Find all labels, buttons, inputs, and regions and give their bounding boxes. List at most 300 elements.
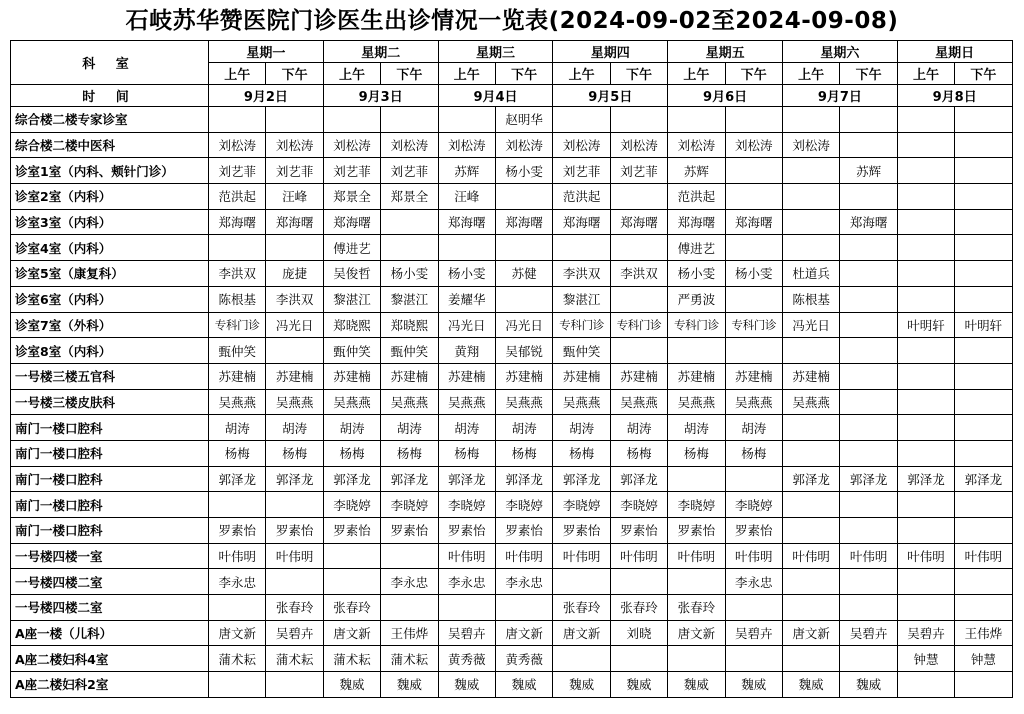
- doctor-cell: 杨小雯: [668, 261, 725, 287]
- doctor-cell: 冯光日: [782, 312, 839, 338]
- doctor-cell: 郭泽龙: [782, 466, 839, 492]
- doctor-cell: [553, 235, 610, 261]
- doctor-cell: [897, 209, 954, 235]
- table-row: [11, 261, 1013, 287]
- doctor-cell: 杨梅: [725, 440, 782, 466]
- doctor-cell: [782, 235, 839, 261]
- doctor-cell: [553, 646, 610, 672]
- doctor-cell: 傅进艺: [323, 235, 380, 261]
- doctor-cell: 叶明轩: [897, 312, 954, 338]
- doctor-cell: 李晓婷: [668, 492, 725, 518]
- doctor-cell: 杨梅: [209, 440, 266, 466]
- dept-name: 综合楼二楼中医科: [11, 132, 209, 158]
- table-row: [11, 620, 1013, 646]
- doctor-cell: [955, 132, 1012, 158]
- doctor-cell: [438, 107, 495, 133]
- doctor-cell: [955, 389, 1012, 415]
- doctor-cell: 苏辉: [438, 158, 495, 184]
- doctor-cell: [897, 672, 954, 698]
- doctor-cell: 叶伟明: [782, 543, 839, 569]
- doctor-cell: [209, 492, 266, 518]
- doctor-cell: 苏建楠: [323, 363, 380, 389]
- doctor-cell: 郭泽龙: [495, 466, 552, 492]
- doctor-cell: 郭泽龙: [438, 466, 495, 492]
- doctor-cell: 苏建楠: [495, 363, 552, 389]
- am-header: 上午: [897, 63, 954, 85]
- doctor-cell: 李永忠: [438, 569, 495, 595]
- doctor-cell: 罗素怡: [323, 518, 380, 544]
- table-row: [11, 440, 1013, 466]
- doctor-cell: 严勇波: [668, 286, 725, 312]
- doctor-cell: 胡涛: [266, 415, 323, 441]
- date-header: 9月6日: [668, 85, 783, 107]
- doctor-cell: [955, 415, 1012, 441]
- doctor-cell: [897, 492, 954, 518]
- doctor-cell: 苏建楠: [725, 363, 782, 389]
- dept-header: 科 室: [11, 41, 209, 85]
- doctor-cell: [840, 595, 897, 621]
- doctor-cell: [840, 235, 897, 261]
- doctor-cell: [897, 338, 954, 364]
- doctor-cell: [553, 569, 610, 595]
- doctor-cell: 李洪双: [266, 286, 323, 312]
- doctor-cell: 专科门诊: [209, 312, 266, 338]
- doctor-cell: [955, 209, 1012, 235]
- doctor-cell: 杨梅: [668, 440, 725, 466]
- table-row: [11, 286, 1013, 312]
- dept-name: 一号楼四楼二室: [11, 569, 209, 595]
- table-row: [11, 466, 1013, 492]
- doctor-cell: [840, 389, 897, 415]
- doctor-cell: 胡涛: [209, 415, 266, 441]
- doctor-cell: 郑海曙: [266, 209, 323, 235]
- doctor-cell: [782, 569, 839, 595]
- doctor-cell: 刘晓: [610, 620, 667, 646]
- doctor-cell: 甄仲笑: [381, 338, 438, 364]
- doctor-cell: 叶伟明: [495, 543, 552, 569]
- doctor-cell: 郑海曙: [725, 209, 782, 235]
- table-row: [11, 389, 1013, 415]
- doctor-cell: 甄仲笑: [553, 338, 610, 364]
- doctor-cell: 吴燕燕: [381, 389, 438, 415]
- doctor-cell: 叶伟明: [955, 543, 1012, 569]
- doctor-cell: 张春玲: [610, 595, 667, 621]
- doctor-cell: [840, 132, 897, 158]
- table-row: [11, 158, 1013, 184]
- table-row: [11, 518, 1013, 544]
- doctor-cell: 钟慧: [955, 646, 1012, 672]
- doctor-cell: 吴燕燕: [553, 389, 610, 415]
- dept-name: 诊室6室（内科）: [11, 286, 209, 312]
- doctor-cell: [840, 518, 897, 544]
- dept-name: 诊室4室（内科）: [11, 235, 209, 261]
- doctor-cell: [897, 286, 954, 312]
- doctor-cell: [438, 235, 495, 261]
- doctor-cell: [955, 440, 1012, 466]
- doctor-cell: [266, 107, 323, 133]
- doctor-cell: 叶伟明: [897, 543, 954, 569]
- doctor-cell: 汪峰: [266, 184, 323, 210]
- doctor-cell: [782, 440, 839, 466]
- doctor-cell: 王伟烨: [381, 620, 438, 646]
- doctor-cell: 罗素怡: [381, 518, 438, 544]
- doctor-cell: 魏威: [323, 672, 380, 698]
- doctor-cell: [840, 569, 897, 595]
- doctor-cell: 杨梅: [438, 440, 495, 466]
- dept-name: 综合楼二楼专家诊室: [11, 107, 209, 133]
- doctor-cell: [381, 107, 438, 133]
- doctor-cell: 甄仲笑: [323, 338, 380, 364]
- doctor-cell: 庞捷: [266, 261, 323, 287]
- doctor-cell: [610, 184, 667, 210]
- doctor-cell: [725, 646, 782, 672]
- doctor-cell: 李永忠: [725, 569, 782, 595]
- doctor-cell: 郭泽龙: [266, 466, 323, 492]
- doctor-cell: 张春玲: [668, 595, 725, 621]
- doctor-cell: [610, 107, 667, 133]
- doctor-cell: 刘艺菲: [209, 158, 266, 184]
- doctor-cell: 吴碧卉: [897, 620, 954, 646]
- dept-name: 南门一楼口腔科: [11, 492, 209, 518]
- dept-name: 诊室3室（内科）: [11, 209, 209, 235]
- doctor-cell: 张春玲: [323, 595, 380, 621]
- doctor-cell: 李永忠: [381, 569, 438, 595]
- doctor-cell: [897, 595, 954, 621]
- doctor-cell: 叶伟明: [209, 543, 266, 569]
- doctor-cell: [897, 363, 954, 389]
- doctor-cell: [668, 338, 725, 364]
- doctor-cell: [495, 235, 552, 261]
- doctor-cell: [725, 235, 782, 261]
- doctor-cell: 姜耀华: [438, 286, 495, 312]
- doctor-cell: 傅进艺: [668, 235, 725, 261]
- doctor-cell: 专科门诊: [668, 312, 725, 338]
- doctor-cell: 郑海曙: [668, 209, 725, 235]
- pm-header: 下午: [381, 63, 438, 85]
- doctor-cell: 胡涛: [381, 415, 438, 441]
- doctor-cell: 胡涛: [495, 415, 552, 441]
- doctor-cell: 刘艺菲: [553, 158, 610, 184]
- day-header: 星期三: [438, 41, 553, 63]
- doctor-cell: 王伟烨: [955, 620, 1012, 646]
- doctor-cell: [840, 107, 897, 133]
- doctor-cell: 甄仲笑: [209, 338, 266, 364]
- schedule-table: [10, 40, 1013, 698]
- doctor-cell: 吴碧卉: [725, 620, 782, 646]
- doctor-cell: [782, 209, 839, 235]
- doctor-cell: 李晓婷: [495, 492, 552, 518]
- doctor-cell: 范洪起: [668, 184, 725, 210]
- doctor-cell: [955, 261, 1012, 287]
- doctor-cell: [381, 235, 438, 261]
- doctor-cell: [897, 184, 954, 210]
- doctor-cell: 李晓婷: [438, 492, 495, 518]
- doctor-cell: 郑海曙: [495, 209, 552, 235]
- table-row: [11, 415, 1013, 441]
- doctor-cell: 李晓婷: [610, 492, 667, 518]
- doctor-cell: 专科门诊: [553, 312, 610, 338]
- doctor-cell: [840, 440, 897, 466]
- dept-name: 诊室1室（内科、颊针门诊）: [11, 158, 209, 184]
- doctor-cell: [266, 672, 323, 698]
- pm-header: 下午: [266, 63, 323, 85]
- doctor-cell: 胡涛: [725, 415, 782, 441]
- doctor-cell: [266, 569, 323, 595]
- doctor-cell: [782, 595, 839, 621]
- doctor-cell: 蒲术耘: [323, 646, 380, 672]
- header-row-dates: [11, 85, 1013, 107]
- date-header: 9月2日: [209, 85, 324, 107]
- doctor-cell: 李晓婷: [381, 492, 438, 518]
- dept-name: 南门一楼口腔科: [11, 466, 209, 492]
- doctor-cell: 胡涛: [438, 415, 495, 441]
- doctor-cell: [553, 107, 610, 133]
- doctor-cell: [840, 286, 897, 312]
- doctor-cell: [897, 107, 954, 133]
- doctor-cell: 陈根基: [782, 286, 839, 312]
- date-header: 9月3日: [323, 85, 438, 107]
- doctor-cell: 杨小雯: [381, 261, 438, 287]
- doctor-cell: 杨梅: [553, 440, 610, 466]
- doctor-cell: [897, 261, 954, 287]
- table-row: [11, 107, 1013, 133]
- am-header: 上午: [209, 63, 266, 85]
- header-row-days: [11, 41, 1013, 63]
- doctor-cell: 郑海曙: [438, 209, 495, 235]
- doctor-cell: 吴燕燕: [782, 389, 839, 415]
- doctor-cell: 唐文新: [209, 620, 266, 646]
- doctor-cell: 黄秀薇: [495, 646, 552, 672]
- doctor-cell: [840, 184, 897, 210]
- day-header: 星期五: [668, 41, 783, 63]
- doctor-cell: 李晓婷: [323, 492, 380, 518]
- doctor-cell: [668, 569, 725, 595]
- doctor-cell: 胡涛: [553, 415, 610, 441]
- doctor-cell: 唐文新: [553, 620, 610, 646]
- time-header: 时 间: [11, 85, 209, 107]
- doctor-cell: 吴燕燕: [495, 389, 552, 415]
- doctor-cell: 叶伟明: [266, 543, 323, 569]
- doctor-cell: 李洪双: [610, 261, 667, 287]
- date-header: 9月7日: [782, 85, 897, 107]
- doctor-cell: 刘艺菲: [266, 158, 323, 184]
- doctor-cell: [840, 492, 897, 518]
- doctor-cell: 苏建楠: [668, 363, 725, 389]
- doctor-cell: [897, 440, 954, 466]
- table-row: [11, 235, 1013, 261]
- doctor-cell: 叶伟明: [438, 543, 495, 569]
- doctor-cell: 范洪起: [209, 184, 266, 210]
- doctor-cell: 黎湛江: [323, 286, 380, 312]
- table-row: [11, 672, 1013, 698]
- doctor-cell: 钟慧: [897, 646, 954, 672]
- doctor-cell: 苏建楠: [266, 363, 323, 389]
- doctor-cell: 刘松涛: [495, 132, 552, 158]
- doctor-cell: [266, 338, 323, 364]
- doctor-cell: [897, 132, 954, 158]
- table-row: [11, 595, 1013, 621]
- doctor-cell: 魏威: [668, 672, 725, 698]
- doctor-cell: 罗素怡: [266, 518, 323, 544]
- doctor-cell: 郑海曙: [553, 209, 610, 235]
- doctor-cell: 蒲术耘: [381, 646, 438, 672]
- doctor-cell: 冯光日: [266, 312, 323, 338]
- doctor-cell: 唐文新: [495, 620, 552, 646]
- doctor-cell: 苏建楠: [782, 363, 839, 389]
- doctor-cell: [381, 595, 438, 621]
- doctor-cell: 冯光日: [495, 312, 552, 338]
- doctor-cell: 刘松涛: [209, 132, 266, 158]
- doctor-cell: 唐文新: [782, 620, 839, 646]
- doctor-cell: 叶伟明: [668, 543, 725, 569]
- doctor-cell: [782, 338, 839, 364]
- doctor-cell: 吴碧卉: [840, 620, 897, 646]
- doctor-cell: 郭泽龙: [610, 466, 667, 492]
- doctor-cell: [840, 261, 897, 287]
- doctor-cell: 刘艺菲: [323, 158, 380, 184]
- doctor-cell: [495, 595, 552, 621]
- dept-name: 一号楼四楼二室: [11, 595, 209, 621]
- doctor-cell: 刘松涛: [782, 132, 839, 158]
- table-row: [11, 338, 1013, 364]
- doctor-cell: 刘松涛: [381, 132, 438, 158]
- doctor-cell: 李晓婷: [553, 492, 610, 518]
- doctor-cell: [782, 492, 839, 518]
- doctor-cell: [668, 466, 725, 492]
- doctor-cell: 李洪双: [553, 261, 610, 287]
- pm-header: 下午: [495, 63, 552, 85]
- table-row: [11, 209, 1013, 235]
- dept-name: 一号楼四楼一室: [11, 543, 209, 569]
- doctor-cell: 郭泽龙: [553, 466, 610, 492]
- doctor-cell: [955, 286, 1012, 312]
- doctor-cell: 叶伟明: [725, 543, 782, 569]
- dept-name: 一号楼三楼五官科: [11, 363, 209, 389]
- table-row: [11, 184, 1013, 210]
- doctor-cell: 苏建楠: [209, 363, 266, 389]
- doctor-cell: 郭泽龙: [209, 466, 266, 492]
- doctor-cell: [266, 492, 323, 518]
- doctor-cell: 蒲术耘: [266, 646, 323, 672]
- doctor-cell: [438, 595, 495, 621]
- dept-name: A座二楼妇科2室: [11, 672, 209, 698]
- doctor-cell: 李永忠: [495, 569, 552, 595]
- doctor-cell: 刘艺菲: [610, 158, 667, 184]
- doctor-cell: 吴碧卉: [266, 620, 323, 646]
- doctor-cell: 赵明华: [495, 107, 552, 133]
- doctor-cell: 杨小雯: [725, 261, 782, 287]
- doctor-cell: [840, 338, 897, 364]
- day-header: 星期日: [897, 41, 1012, 63]
- pm-header: 下午: [840, 63, 897, 85]
- pm-header: 下午: [610, 63, 667, 85]
- doctor-cell: 苏建楠: [381, 363, 438, 389]
- doctor-cell: 刘松涛: [323, 132, 380, 158]
- dept-name: 诊室8室（内科）: [11, 338, 209, 364]
- doctor-cell: 郑海曙: [610, 209, 667, 235]
- am-header: 上午: [553, 63, 610, 85]
- doctor-cell: [897, 158, 954, 184]
- doctor-cell: 杨小雯: [438, 261, 495, 287]
- doctor-cell: 杨梅: [266, 440, 323, 466]
- doctor-cell: [725, 158, 782, 184]
- doctor-cell: 刘艺菲: [381, 158, 438, 184]
- doctor-cell: [725, 107, 782, 133]
- doctor-cell: 郭泽龙: [840, 466, 897, 492]
- am-header: 上午: [323, 63, 380, 85]
- table-row: [11, 569, 1013, 595]
- doctor-cell: 专科门诊: [725, 312, 782, 338]
- doctor-cell: [955, 492, 1012, 518]
- doctor-cell: 魏威: [495, 672, 552, 698]
- doctor-cell: 杨梅: [381, 440, 438, 466]
- doctor-cell: [955, 338, 1012, 364]
- dept-name: A座二楼妇科4室: [11, 646, 209, 672]
- doctor-cell: 郭泽龙: [323, 466, 380, 492]
- doctor-cell: [897, 415, 954, 441]
- doctor-cell: [323, 107, 380, 133]
- dept-name: 诊室2室（内科）: [11, 184, 209, 210]
- doctor-cell: 胡涛: [610, 415, 667, 441]
- doctor-cell: 罗素怡: [495, 518, 552, 544]
- doctor-cell: 郑晓熙: [323, 312, 380, 338]
- doctor-cell: 李永忠: [209, 569, 266, 595]
- dept-name: 南门一楼口腔科: [11, 440, 209, 466]
- doctor-cell: 吴俊哲: [323, 261, 380, 287]
- doctor-cell: 蒲术耘: [209, 646, 266, 672]
- date-header: 9月4日: [438, 85, 553, 107]
- date-header: 9月8日: [897, 85, 1012, 107]
- doctor-cell: [782, 107, 839, 133]
- doctor-cell: 吴碧卉: [438, 620, 495, 646]
- doctor-cell: 魏威: [438, 672, 495, 698]
- doctor-cell: [725, 338, 782, 364]
- doctor-cell: [840, 646, 897, 672]
- doctor-cell: 郑景全: [323, 184, 380, 210]
- doctor-cell: 苏建楠: [553, 363, 610, 389]
- doctor-cell: 吴燕燕: [725, 389, 782, 415]
- doctor-cell: [725, 595, 782, 621]
- doctor-cell: 罗素怡: [438, 518, 495, 544]
- doctor-cell: [495, 286, 552, 312]
- doctor-cell: [610, 569, 667, 595]
- doctor-cell: 吴燕燕: [668, 389, 725, 415]
- doctor-cell: 陈根基: [209, 286, 266, 312]
- doctor-cell: [955, 235, 1012, 261]
- doctor-cell: 黄秀薇: [438, 646, 495, 672]
- doctor-cell: 罗素怡: [610, 518, 667, 544]
- doctor-cell: 魏威: [840, 672, 897, 698]
- doctor-cell: 郑海曙: [209, 209, 266, 235]
- doctor-cell: [897, 389, 954, 415]
- doctor-cell: [323, 543, 380, 569]
- doctor-cell: 刘松涛: [438, 132, 495, 158]
- doctor-cell: [782, 415, 839, 441]
- doctor-cell: [955, 363, 1012, 389]
- table-row: [11, 492, 1013, 518]
- doctor-cell: [955, 158, 1012, 184]
- dept-name: 诊室7室（外科）: [11, 312, 209, 338]
- doctor-cell: [955, 184, 1012, 210]
- doctor-cell: 叶伟明: [840, 543, 897, 569]
- table-row: [11, 543, 1013, 569]
- doctor-cell: [782, 184, 839, 210]
- am-header: 上午: [668, 63, 725, 85]
- doctor-cell: [610, 646, 667, 672]
- doctor-cell: 叶伟明: [610, 543, 667, 569]
- doctor-cell: 黎湛江: [553, 286, 610, 312]
- doctor-cell: [782, 646, 839, 672]
